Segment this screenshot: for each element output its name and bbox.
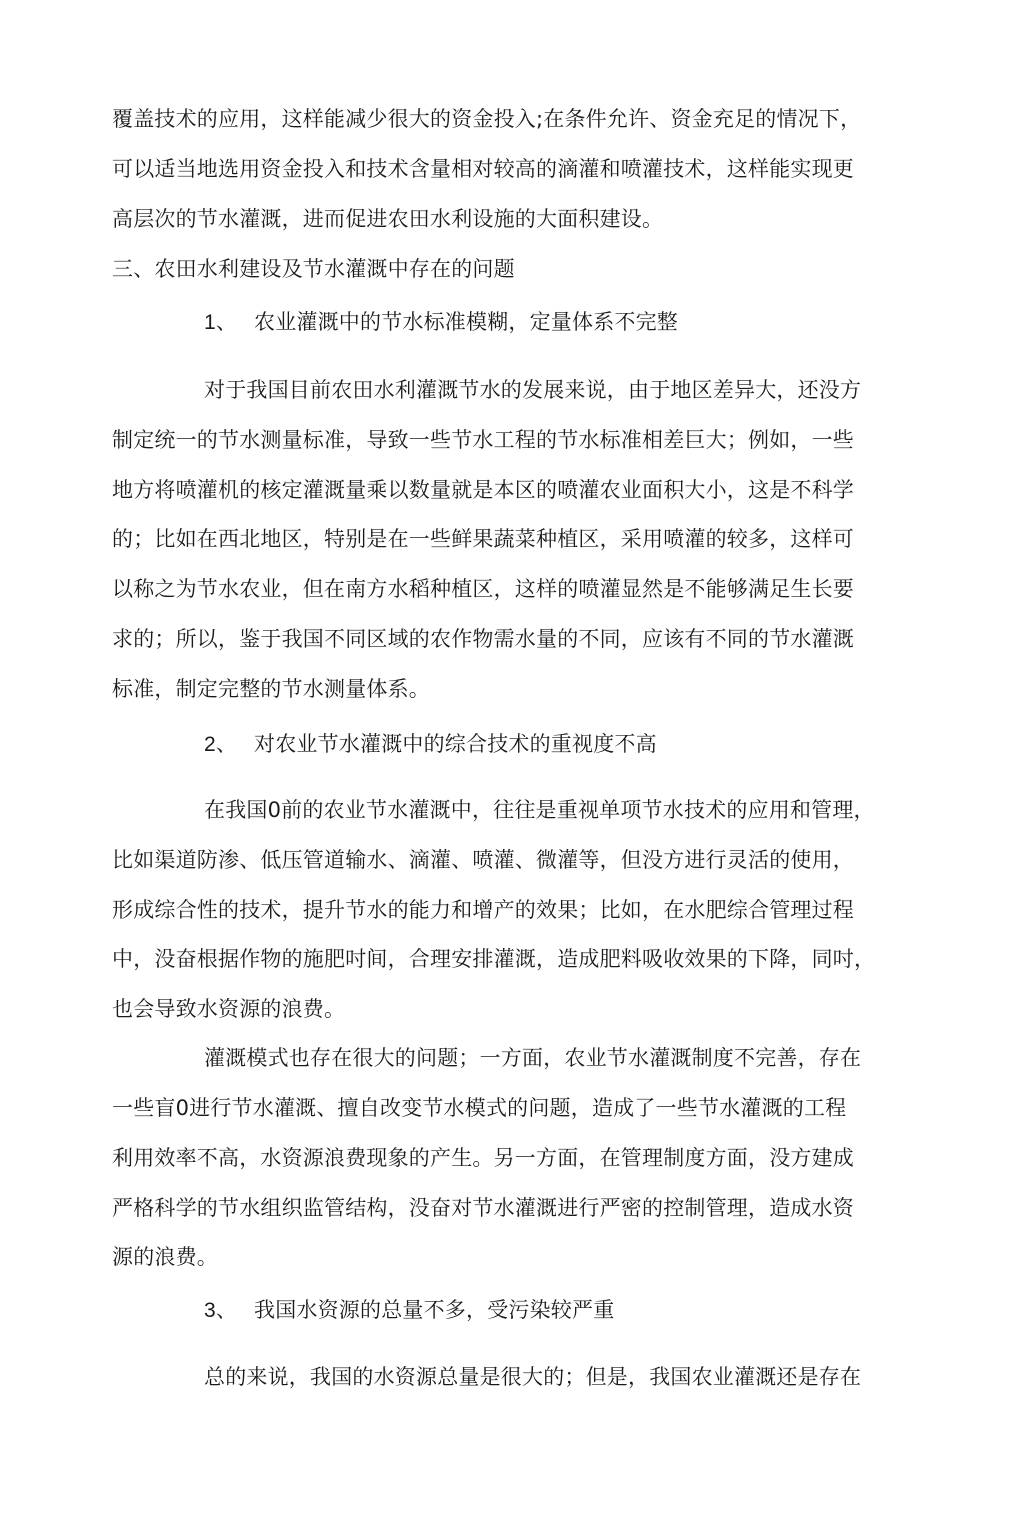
text-line: 标准，制定完整的节水测量体系。 xyxy=(112,677,430,701)
text-line: 严格科学的节水组织监管结构，没奋对节水灌溉进行严密的控制管理，造成水资 xyxy=(112,1196,854,1220)
text-line: 对于我国目前农田水利灌溉节水的发展来说，由于地区差异大，还没方 xyxy=(204,378,862,402)
subheading-title: 对农业节水灌溉中的综合技术的重视度不高 xyxy=(254,732,657,756)
subheading-1 xyxy=(204,309,678,336)
text-line: 中，没奋根据作物的施肥吋间，合理安排灌溉，造成肥料吸收效果的下降，同吋， xyxy=(112,947,876,971)
subheading-number: 2、 xyxy=(204,733,238,756)
text-line: 也会导致水资源的浪费。 xyxy=(112,997,346,1021)
text-line: 制定统一的节水测量标准，导致一些节水工程的节水标准相差巨大；例如，一些 xyxy=(112,428,854,452)
text-line: 灌溉模式也存在很大的问题；一方面，农业节水灌溉制度不完善，存在 xyxy=(204,1046,862,1070)
section-heading: 三、农田水利建设及节水灌溉中存在的问题 xyxy=(112,257,515,281)
subheading-3 xyxy=(204,1297,614,1324)
text-line: 形成综合性的技术，提升节水的能力和增产的效果；比如，在水肥综合管理过程 xyxy=(112,898,854,922)
text-line: 源的浪费。 xyxy=(112,1245,218,1269)
text-line: 可以适当地选用资金投入和技术含量相对较高的滴灌和喷灌技术，这样能实现更 xyxy=(112,157,854,181)
text-line: 总的来说，我国的水资源总量是很大的；但是，我国农业灌溉还是存在 xyxy=(204,1365,862,1389)
text-line: 的；比如在西北地区，特别是在一些鲜果蔬菜种植区，采用喷灌的较多，这样可 xyxy=(112,527,854,551)
subheading-title: 我国水资源的总量不多，受污染较严重 xyxy=(254,1298,615,1322)
text-line: 比如渠道防渗、低压管道输水、滴灌、喷灌、微灌等，但没方进行灵活的使用， xyxy=(112,848,854,872)
text-line: 求的；所以，鉴于我国不同区域的农作物需水量的不同，应该有不同的节水灌溉 xyxy=(112,627,854,651)
text-line: 以称之为节水农业，但在南方水稻种植区，这样的喷灌显然是不能够满足生长要 xyxy=(112,577,854,601)
subheading-number: 1、 xyxy=(204,311,238,334)
subheading-2 xyxy=(204,731,657,758)
text-line: 一些盲0进行节水灌溉、擅自改变节水模式的问题，造成了一些节水灌溉的工程 xyxy=(112,1096,847,1120)
text-line: 高层次的节水灌溉，进而促进农田水利设施的大面积建设。 xyxy=(112,207,664,231)
text-line: 在我国0前的农业节水灌溉中，往往是重视单项节水技术的应用和管理， xyxy=(204,798,875,822)
text-line: 地方将喷灌机的核定灌溉量乘以数量就是本区的喷灌农业面积大小，这是不科学 xyxy=(112,478,854,502)
text-line: 利用效率不高，水资源浪费现象的产生。另一方面，在管理制度方面，没方建成 xyxy=(112,1146,854,1170)
subheading-title: 农业灌溉中的节水标准模糊，定量体系不完整 xyxy=(254,310,678,334)
text-line: 覆盖技术的应用，这样能减少很大的资金投入;在条件允许、资金充足的情况下， xyxy=(112,107,862,131)
subheading-number: 3、 xyxy=(204,1299,238,1322)
